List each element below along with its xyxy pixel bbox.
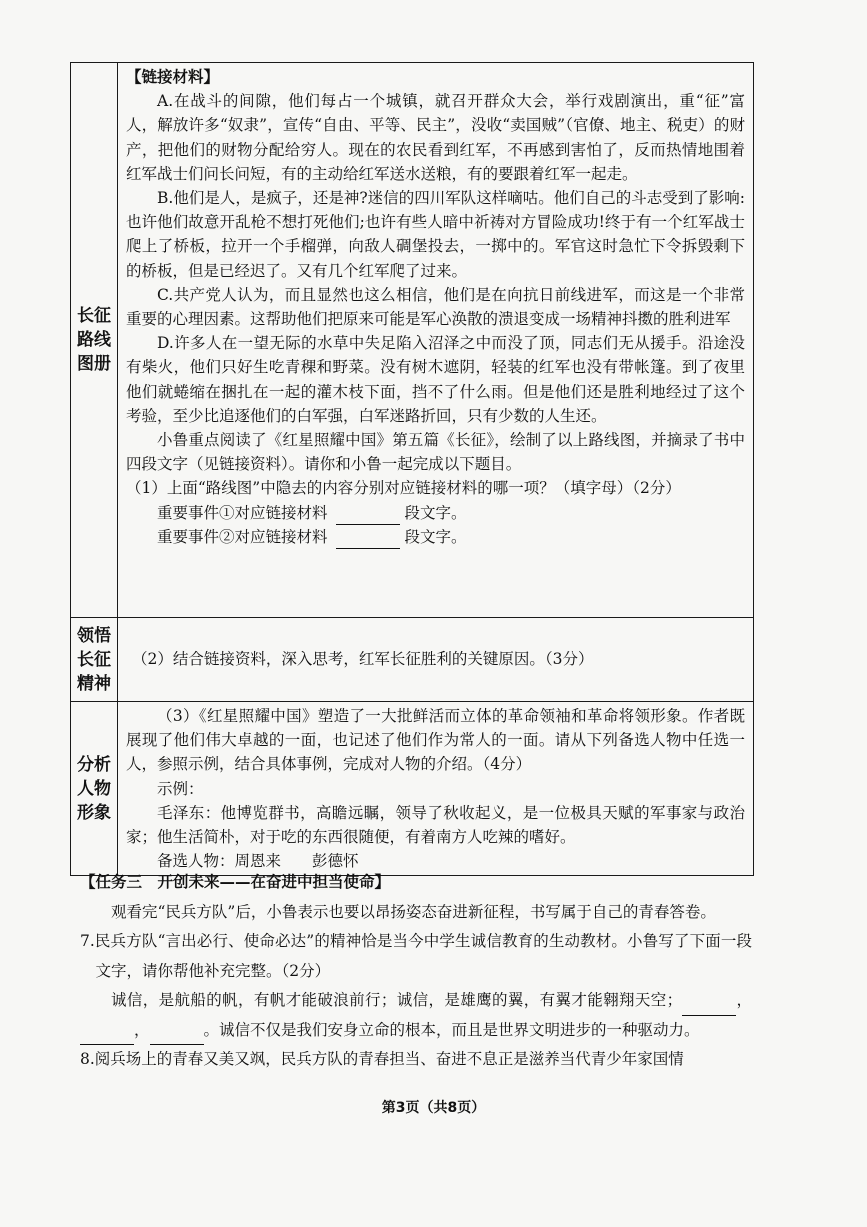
reading-note: 小鲁重点阅读了《红星照耀中国》第五篇《长征》，绘制了以上路线图，并摘录了书中四段文字（见链接资料）。请你和小鲁一起完成以下题目。 [126,431,745,474]
fill-line-1: 重要事件①对应链接材料 段文字。 [126,501,745,525]
q7-blank-3[interactable] [150,1026,204,1045]
material-c: C.共产党人认为，而且显然也这么相信，他们是在向抗日前线进军，而这是一个非常重要的心理因素。这帮助他们把原来可能是军心涣散的溃退变成一场精神抖擞的胜利进军 [126,285,745,329]
material-a: A.在战斗的间隙，他们每占一个城镇，就召开群众大会，举行戏剧演出，重“征”富人，解放许多“奴隶”，宣传“自由、平等、民主”，没收“卖国贼”（官僚、地主、税吏）的财产，把他们的财物分配给穷人。现在的农民看到红军，不再感到害怕了，反而热情地围着红军战士们问长问短，有的主动给红军送水送粮，有的要跟着红军一起走。 [126,92,745,183]
question-1: （1）上面“路线图”中隐去的内容分别对应链接材料的哪一项？（填字母）（2分） [126,479,681,498]
page-number: 第3页（共8页） [381,1100,486,1116]
example-label: 示例： [157,779,204,798]
table-row [71,618,754,702]
question-8: 8.阅兵场上的青春又美又飒，民兵方队的青春担当、奋进不息正是滋养当代青少年家国情 [80,1050,684,1068]
question-3: （3）《红星照耀中国》塑造了一大批鲜活而立体的革命领袖和革命将领形象。作者既展现了他们伟大卓越的一面，也记述了他们作为常人的一面。请从下列备选人物中任选一人，参照示例，结合具体事例，完成对人物的介绍。（4分） [126,707,745,774]
link-material-cell [118,63,754,618]
question-2-cell[interactable] [118,618,754,702]
example-text: 毛泽东：他博览群书，高瞻远瞩，领导了秋收起义，是一位极具天赋的军事家与政治家；他生活简朴，对于吃的东西很随便，有着南方人吃辣的嗜好。 [126,803,745,847]
task-intro: 观看完“民兵方队”后，小鲁表示也要以昂扬姿态奋进新征程，书写属于自己的青春答卷。 [111,902,716,921]
table-row [71,702,754,876]
row-label-character-analysis: 分析 人物 形象 [71,702,118,876]
q7-blank-2[interactable] [80,1026,134,1045]
candidate-list: 备选人物：周恩来 彭德怀 [157,852,359,871]
table-row [71,63,754,618]
question-7-passage: 诚信，是航船的帆，有帆才能破浪前行；诚信，是雄鹰的翼，有翼才能翱翔天空； ，， 。诚信不仅是我们安身立命的根本，而且是世界文明进步的一种驱动力。 [80,986,752,1045]
q7-blank-1[interactable] [682,997,736,1016]
reading-table [70,62,754,876]
question-7: 7.民兵方队“言出必行、使命必达”的精神恰是当今中学生诚信教育的生动教材。小鲁写了下面一段文字，请你帮他补充完整。（2分） [80,932,752,980]
section-heading: 【链接材料】 [126,68,220,86]
answer-blank-2[interactable] [336,530,400,549]
row-label-long-march-spirit: 领悟 长征 精神 [71,618,118,702]
question-3-cell [118,702,754,876]
question-2: （2）结合链接资料，深入思考，红军长征胜利的关键原因。（3分） [132,650,594,669]
fill-line-2: 重要事件②对应链接材料 段文字。 [126,525,745,549]
material-d: D.许多人在一望无际的水草中失足陷入沼泽之中而没了顶，同志们无从援手。沿途没有柴火，他们只好生吃青稞和野菜。没有树木遮阴，轻装的红军也没有带帐篷。到了夜里他们就蜷缩在捆扎在一起的灌木枝下面，挡不了什么雨。但是他们还是胜利地经过了这个考验，至少比追逐他们的白军强，白军迷路折回，只有少数的人生还。 [126,334,745,425]
material-b: B.他们是人，是疯子，还是神?迷信的四川军队这样嘀咕。他们自己的斗志受到了影响:也许他们故意开乱枪不想打死他们;也许有些人暗中祈祷对方冒险成功!终于有一个红军战士爬上了桥板，拉开一个手榴弹，向敌人碉堡投去，一掷中的。军官这时急忙下令拆毁剩下的桥板，但是已经迟了。又有几个红军爬了过来。 [126,189,745,280]
task-heading: 【任务三 开创未来——在奋进中担当使命】 [80,873,391,891]
answer-blank-1[interactable] [336,506,400,525]
task-three-section [80,868,752,1075]
row-label-route-album: 长征 路线 图册 [71,63,118,618]
